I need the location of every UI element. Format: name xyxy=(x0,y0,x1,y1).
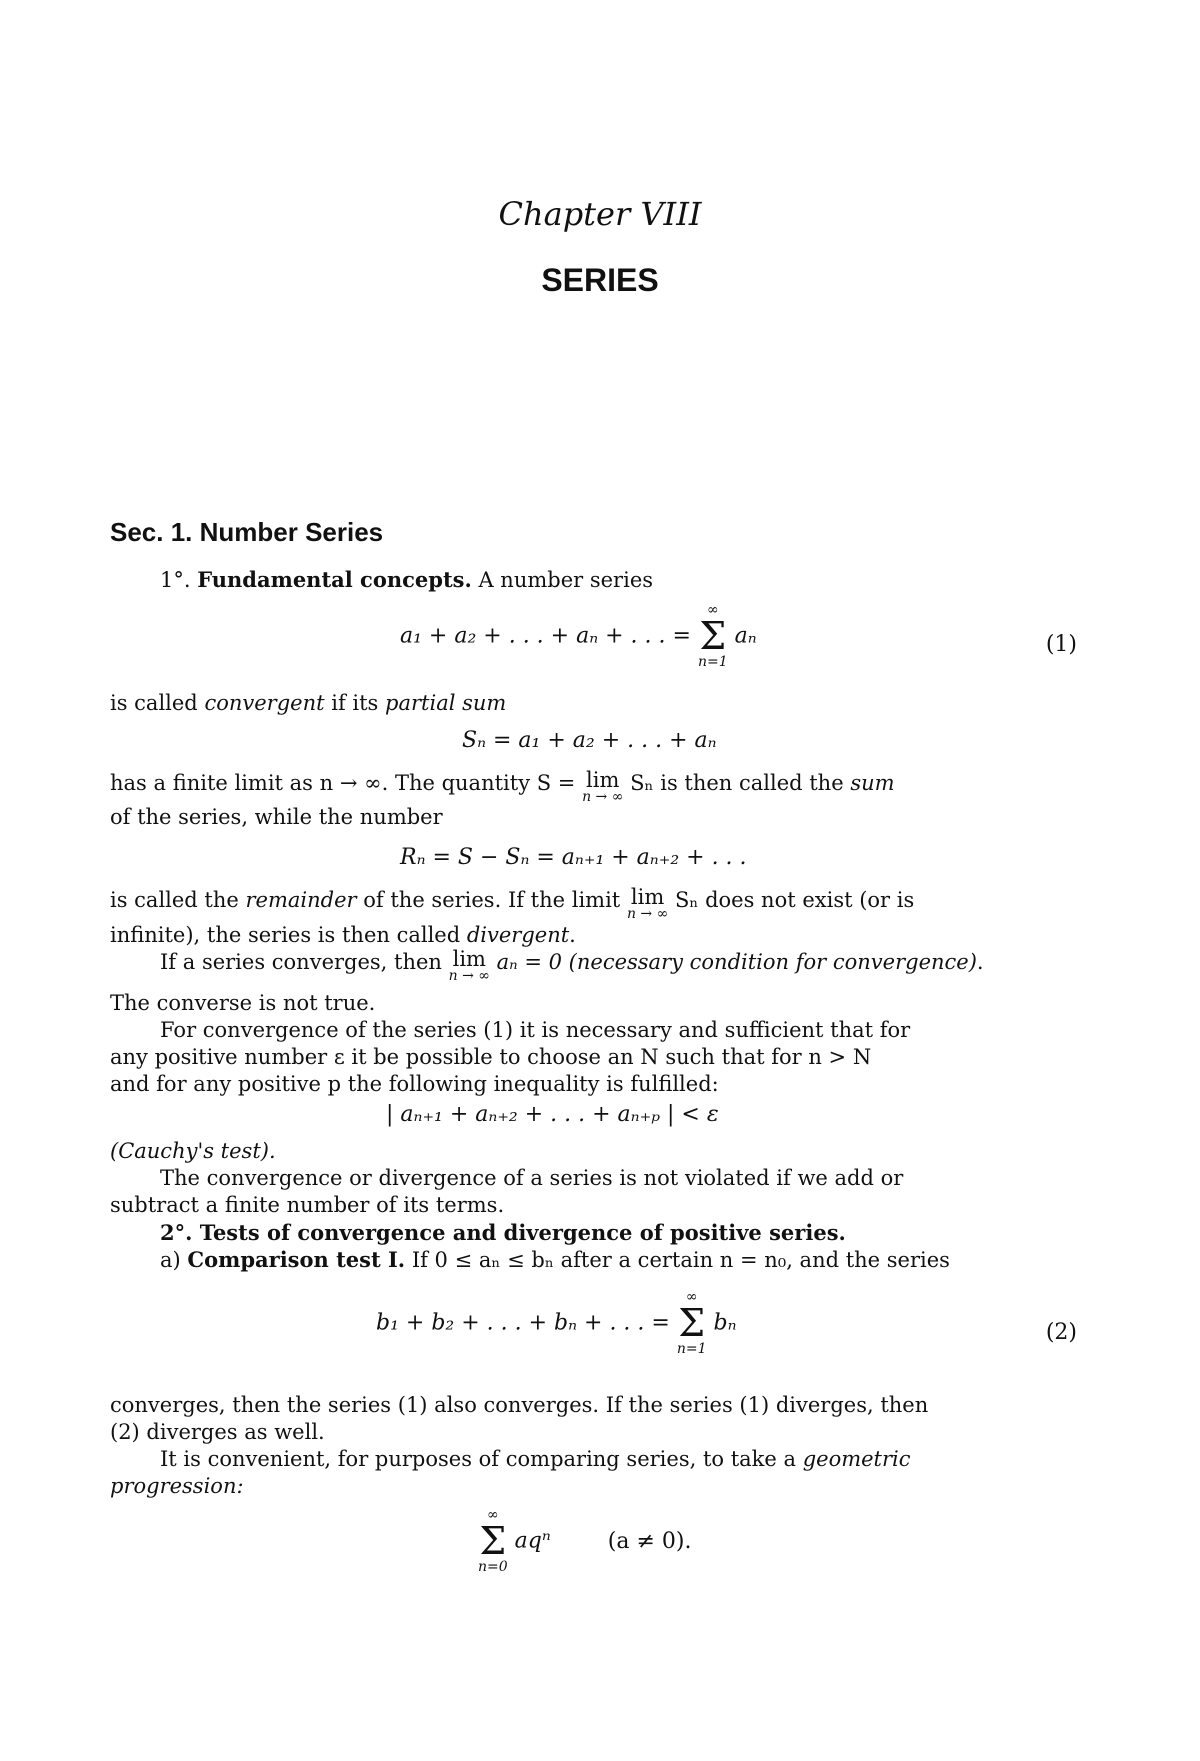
limit-subscript: n → ∞ xyxy=(626,906,669,922)
sigma-symbol xyxy=(677,1290,707,1356)
subsection-tests: 2°. Tests of convergence and divergence of positive series. xyxy=(160,1220,846,1245)
term-convergent: convergent xyxy=(204,691,325,715)
paragraph-finite-terms-line-1: The convergence or divergence of a series is not violated if we add or xyxy=(160,1166,904,1190)
sigma-lower: n=1 xyxy=(676,1341,707,1357)
term-divergent: divergent xyxy=(466,923,570,947)
limit-word: lim xyxy=(630,885,665,909)
term-sum: sum xyxy=(850,771,895,795)
sigma-glyph: Σ xyxy=(678,1301,706,1345)
paragraph-converges-line-1: converges, then the series (1) also converges. If the series (1) diverges, then xyxy=(110,1393,929,1417)
cauchy-test-label: (Cauchy's test). xyxy=(110,1139,276,1163)
sigma-upper: ∞ xyxy=(685,1289,698,1305)
equation-geometric xyxy=(478,1508,691,1574)
chapter-title: SERIES xyxy=(541,262,659,298)
limit-expression: aₙ = 0 xyxy=(496,950,562,974)
item-number: 1°. xyxy=(160,568,191,592)
paragraph-remainder xyxy=(110,887,914,921)
text: is called the xyxy=(110,888,239,912)
text: It is convenient, for purposes of comparing series, to take a xyxy=(160,1447,797,1471)
text: infinite), the series is then called xyxy=(110,923,461,947)
equation-number-1: (1) xyxy=(1045,632,1077,657)
sigma-glyph: Σ xyxy=(699,614,727,658)
text: of the series. If the limit xyxy=(363,888,621,912)
paragraph-fundamental-concepts xyxy=(160,566,653,594)
chapter-heading: Chapter VIII xyxy=(498,195,702,233)
item-label: a) xyxy=(160,1248,181,1272)
term-remainder: remainder xyxy=(245,888,357,912)
equation-partial-sum: Sₙ = a₁ + a₂ + . . . + aₙ xyxy=(462,728,717,753)
term-geometric: geometric xyxy=(802,1447,911,1471)
equation-term: bₙ xyxy=(713,1310,737,1336)
text: . xyxy=(569,923,576,947)
paragraph-divergent xyxy=(110,922,576,949)
term-partial-sum: partial sum xyxy=(385,691,507,715)
sigma-upper: ∞ xyxy=(706,602,719,618)
text: has a finite limit as n → ∞. The quantity S = xyxy=(110,771,576,795)
paragraph-comparison-test xyxy=(160,1246,950,1274)
subsection-title: Fundamental concepts. xyxy=(197,567,472,592)
paragraph-of-the-series: of the series, while the number xyxy=(110,805,443,829)
limit xyxy=(627,887,668,921)
text: is called xyxy=(110,691,198,715)
text: if its xyxy=(331,691,379,715)
limit xyxy=(449,949,490,983)
text: Sₙ is then called the xyxy=(630,771,844,795)
term-progression: progression: xyxy=(110,1474,244,1498)
sigma-upper: ∞ xyxy=(486,1507,499,1523)
paragraph-cauchy-line-3: and for any positive p the following inequality is fulfilled: xyxy=(110,1072,719,1096)
text: If a series converges, then xyxy=(160,950,442,974)
equation-2 xyxy=(376,1290,737,1356)
paragraph-convergent xyxy=(110,690,506,717)
limit-subscript: n → ∞ xyxy=(448,968,490,984)
limit-subscript: n → ∞ xyxy=(582,789,624,805)
paragraph-converse: The converse is not true. xyxy=(110,991,376,1015)
equation-lhs: a₁ + a₂ + . . . + aₙ + . . . = xyxy=(400,623,691,649)
equation-condition: (a ≠ 0). xyxy=(607,1528,692,1554)
limit-word: lim xyxy=(452,947,486,971)
equation-1 xyxy=(400,603,757,669)
equation-number-2: (2) xyxy=(1045,1320,1077,1345)
equation-remainder: Rₙ = S − Sₙ = aₙ₊₁ + aₙ₊₂ + . . . xyxy=(400,845,747,870)
paragraph-finite-terms-line-2: subtract a finite number of its terms. xyxy=(110,1193,505,1217)
sigma-lower: n=1 xyxy=(697,654,728,670)
term-comparison-test: Comparison test I. xyxy=(187,1247,406,1272)
text: Sₙ does not exist (or is xyxy=(674,888,915,912)
text: A number series xyxy=(478,568,654,592)
paragraph-cauchy-line-2: any positive number ε it be possible to choose an N such that for n > N xyxy=(110,1045,872,1069)
paragraph-geometric xyxy=(160,1446,911,1473)
paragraph-converges-line-2: (2) diverges as well. xyxy=(110,1420,325,1444)
sigma-symbol xyxy=(478,1508,508,1574)
sigma-symbol xyxy=(698,603,728,669)
paragraph-finite-limit xyxy=(110,770,895,804)
sigma-lower: n=0 xyxy=(478,1559,508,1575)
text: If 0 ≤ aₙ ≤ bₙ after a certain n = n₀, and the series xyxy=(411,1248,950,1272)
sigma-glyph: Σ xyxy=(479,1519,507,1563)
limit-word: lim xyxy=(586,768,620,792)
term-necessary-condition: (necessary condition for convergence) xyxy=(568,950,977,974)
equation-cauchy: | aₙ₊₁ + aₙ₊₂ + . . . + aₙ₊ₚ | < ε xyxy=(386,1102,719,1127)
limit xyxy=(582,770,623,804)
paragraph-cauchy-line-1: For convergence of the series (1) it is necessary and sufficient that for xyxy=(160,1018,911,1042)
equation-term: aqⁿ xyxy=(514,1528,551,1554)
equation-term: aₙ xyxy=(734,623,757,649)
equation-lhs: b₁ + b₂ + . . . + bₙ + . . . = xyxy=(376,1310,670,1336)
section-heading: Sec. 1. Number Series xyxy=(110,517,384,547)
text: . xyxy=(976,950,984,974)
paragraph-necessary-condition xyxy=(160,949,984,983)
